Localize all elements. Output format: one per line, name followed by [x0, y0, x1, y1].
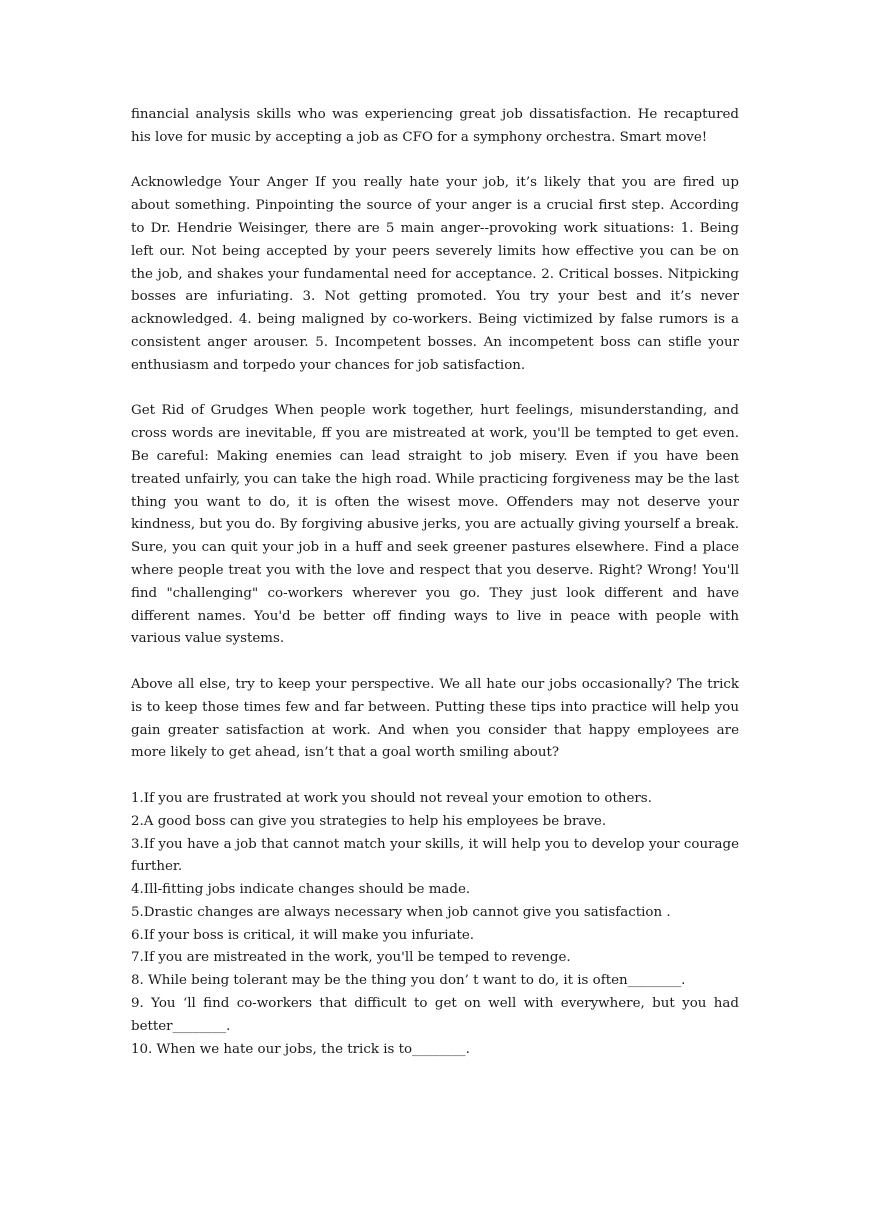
- paragraph-keep-perspective: Above all else, try to keep your perspective. We all hate our jobs occasionally? The trick is to keep those times few and far between. Putting these tips into practice will help you gain greater satisfaction at work. And when you consider that happy employees are more likely to get ahead, isn’t that a goal worth smiling about?: [131, 676, 739, 761]
- question-item: 3.If you have a job that cannot match your skills, it will help you to develop your courage further.: [131, 836, 739, 875]
- question-item: 2.A good boss can give you strategies to help his employees be brave.: [131, 813, 607, 829]
- question-item: 7.If you are mistreated in the work, you'll be temped to revenge.: [131, 950, 571, 966]
- paragraph-acknowledge-anger: Acknowledge Your Anger If you really hate your job, it’s likely that you are fired up about something. Pinpointing the source of your anger is a crucial first step. According to Dr. Hendrie Weisinger, there are 5 main anger--provoking work situations: 1. Being left our. Not being accepted by your peers severely limits how effective you can be on the job, and shakes your fundamental need for acceptance. 2. Critical bosses. Nitpicking bosses are infuriating. 3. Not getting promoted. You try your best and it’s never acknowledged. 4. being maligned by co-workers. Being victimized by false rumors is a consistent anger arouser. 5. Incompetent bosses. An incompetent boss can stifle your enthusiasm and torpedo your chances for job satisfaction.: [131, 175, 739, 373]
- question-item: 8. While being tolerant may be the thing you don’ t want to do, it is often________.: [131, 973, 686, 989]
- question-item: 9. You ‘ll find co-workers that difficult to get on well with everywhere, but you had better________.: [131, 996, 739, 1034]
- question-item: 5.Drastic changes are always necessary when job cannot give you satisfaction .: [131, 904, 671, 920]
- question-item: 6.If your boss is critical, it will make you infuriate.: [131, 927, 475, 943]
- question-list: [131, 788, 739, 1062]
- question-item: 4.Ill-fitting jobs indicate changes should be made.: [131, 882, 471, 898]
- paragraph-get-rid-of-grudges: Get Rid of Grudges When people work together, hurt feelings, misunderstanding, and cross words are inevitable, ff you are mistreated at work, you'll be tempted to get even. Be careful: Making enemies can lead straight to job misery. Even if you have been treated unfairly, you can take the high road. While practicing forgiveness may be the last thing you want to do, it is often the wisest move. Offenders may not deserve your kindness, but you do. By forgiving abusive jerks, you are actually giving yourself a break. Sure, you can quit your job in a huff and seek greener pastures elsewhere. Find a place where people treat you with the love and respect that you deserve. Right? Wrong! You'll find "challenging" co-workers wherever you go. They just look different and have different names. You'd be better off finding ways to live in peace with people with various value systems.: [131, 403, 739, 647]
- question-item: 10. When we hate our jobs, the trick is to________.: [131, 1041, 470, 1057]
- question-item: 1.If you are frustrated at work you should not reveal your emotion to others.: [131, 790, 652, 806]
- document-page: [131, 104, 739, 1061]
- paragraph-career-change-example: financial analysis skills who was experiencing great job dissatisfaction. He recaptured his love for music by accepting a job as CFO for a symphony orchestra. Smart move!: [131, 107, 739, 145]
